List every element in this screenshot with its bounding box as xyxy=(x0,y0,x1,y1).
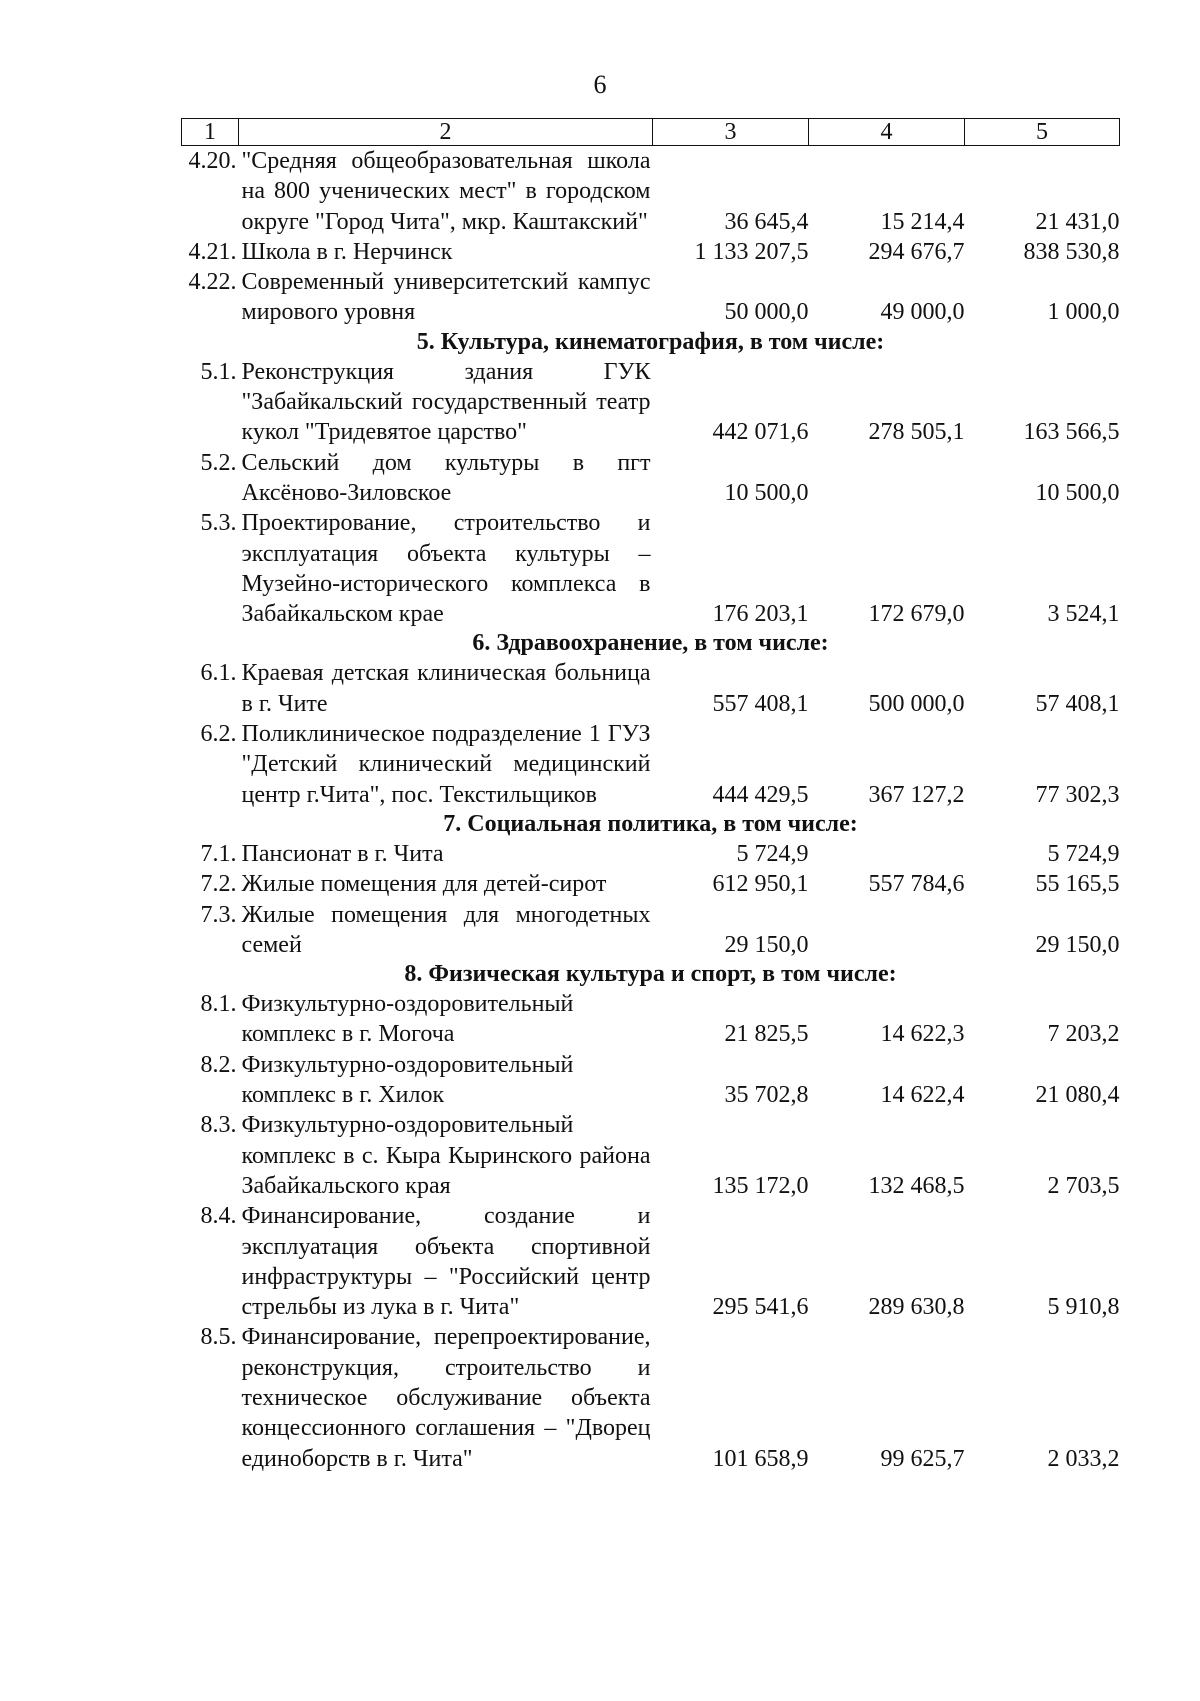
header-col-2: 2 xyxy=(239,119,653,146)
row-name: Жилые помещения для многодетных семей xyxy=(241,901,651,958)
row-value-col-3: 5 724,9 xyxy=(736,840,809,867)
row-value-col-4: 49 000,0 xyxy=(880,299,965,326)
row-value-col-3: 50 000,0 xyxy=(724,299,809,326)
row-value-col-3: 35 702,8 xyxy=(724,1082,809,1109)
row-number: 5.2. xyxy=(200,449,237,476)
row-number: 8.2. xyxy=(200,1051,237,1078)
row-value-col-5: 163 566,5 xyxy=(1023,419,1120,446)
row-name: Проектирование, строительство и эксплуатация объекта культуры – Музейно-исторического комплекса в Забайкальском крае xyxy=(241,510,651,628)
row-value-col-4: 15 214,4 xyxy=(880,208,965,235)
section-title-row xyxy=(182,629,1120,658)
section-title-row xyxy=(182,960,1120,989)
header-col-4: 4 xyxy=(809,119,965,146)
row-name: Физкультурно-оздоровительный комплекс в с. Кыра Кыринского района Забайкальского края xyxy=(241,1112,651,1199)
section-title: 7. Социальная политика, в том числе: xyxy=(443,810,858,837)
section-title: 5. Культура, кинематография, в том числе: xyxy=(416,328,885,355)
row-name: Жилые помещения для детей-сирот xyxy=(241,871,607,898)
row-value-col-5: 5 910,8 xyxy=(1047,1294,1120,1321)
table-row xyxy=(182,146,1120,237)
row-value-col-5: 7 203,2 xyxy=(1047,1021,1120,1048)
row-value-col-4: 294 676,7 xyxy=(868,238,965,265)
table-row xyxy=(182,508,1120,629)
row-value-col-3: 557 408,1 xyxy=(712,690,809,717)
row-value-col-4: 500 000,0 xyxy=(868,690,965,717)
row-value-col-5: 29 150,0 xyxy=(1035,931,1120,958)
table-row xyxy=(182,900,1120,961)
table-row xyxy=(182,839,1120,869)
row-value-col-3: 21 825,5 xyxy=(724,1021,809,1048)
section-title-row xyxy=(182,810,1120,839)
row-number: 5.1. xyxy=(200,358,237,385)
row-name: Краевая детская клиническая больница в г. Чите xyxy=(241,660,651,717)
row-value-col-4 xyxy=(809,900,965,961)
row-number: 8.3. xyxy=(200,1112,237,1139)
table-row xyxy=(182,357,1120,448)
row-number: 8.5. xyxy=(200,1324,237,1351)
row-value-col-5: 77 302,3 xyxy=(1035,781,1120,808)
row-value-col-4: 278 505,1 xyxy=(868,419,965,446)
table-row xyxy=(182,1050,1120,1111)
row-number: 7.3. xyxy=(200,901,237,928)
table-body xyxy=(182,146,1120,1474)
section-title: 6. Здравоохранение, в том числе: xyxy=(472,630,829,657)
row-number: 6.2. xyxy=(200,721,237,748)
header-col-5: 5 xyxy=(965,119,1120,146)
table-header xyxy=(182,119,1120,146)
row-name: Физкультурно-оздоровительный комплекс в г. Могоча xyxy=(241,991,574,1048)
row-name: Поликлиническое подразделение 1 ГУЗ "Детский клинический медицинский центр г.Чита", пос. Текстильщиков xyxy=(241,721,651,808)
row-name: Реконструкция здания ГУК "Забайкальский государственный театр кукол "Тридевятое царство" xyxy=(241,358,651,446)
row-value-col-5: 1 000,0 xyxy=(1047,299,1120,326)
row-number: 5.3. xyxy=(200,510,237,537)
row-number: 4.22. xyxy=(188,269,237,296)
row-value-col-5: 2 033,2 xyxy=(1047,1445,1120,1472)
row-value-col-3: 295 541,6 xyxy=(712,1294,809,1321)
row-number: 8.4. xyxy=(200,1203,237,1230)
row-value-col-4: 99 625,7 xyxy=(880,1445,965,1472)
table-row xyxy=(182,869,1120,899)
row-value-col-5: 3 524,1 xyxy=(1047,601,1120,628)
row-value-col-4: 132 468,5 xyxy=(868,1172,965,1199)
row-value-col-4: 14 622,3 xyxy=(880,1021,965,1048)
page-number: 6 xyxy=(593,70,607,99)
row-value-col-5: 838 530,8 xyxy=(1023,238,1120,265)
investment-table xyxy=(181,118,1120,1474)
row-value-col-5: 55 165,5 xyxy=(1035,871,1120,898)
row-name: Пансионат в г. Чита xyxy=(241,840,444,867)
row-name: Современный университетский кампус мирового уровня xyxy=(241,269,651,326)
table-row xyxy=(182,989,1120,1050)
row-value-col-4: 557 784,6 xyxy=(868,871,965,898)
header-col-1: 1 xyxy=(182,119,239,146)
row-number: 6.1. xyxy=(200,660,237,687)
table-row xyxy=(182,1322,1120,1473)
row-value-col-4: 172 679,0 xyxy=(868,601,965,628)
row-value-col-4: 289 630,8 xyxy=(868,1294,965,1321)
row-value-col-4: 14 622,4 xyxy=(880,1082,965,1109)
section-title: 8. Физическая культура и спорт, в том числе: xyxy=(404,961,897,988)
row-number: 4.21. xyxy=(188,238,237,265)
row-value-col-4 xyxy=(809,839,965,869)
row-value-col-5: 2 703,5 xyxy=(1047,1172,1120,1199)
row-number: 7.2. xyxy=(200,871,237,898)
row-value-col-5: 21 431,0 xyxy=(1035,208,1120,235)
row-value-col-4: 367 127,2 xyxy=(868,781,965,808)
row-value-col-3: 442 071,6 xyxy=(712,419,809,446)
row-number: 8.1. xyxy=(200,991,237,1018)
row-value-col-3: 612 950,1 xyxy=(712,871,809,898)
row-name: Финансирование, создание и эксплуатация объекта спортивной инфраструктуры – "Российский центр стрельбы из лука в г. Чита" xyxy=(241,1203,651,1321)
row-value-col-5: 5 724,9 xyxy=(1047,840,1120,867)
row-value-col-3: 29 150,0 xyxy=(724,931,809,958)
row-name: Сельский дом культуры в пгт Аксёново-Зиловское xyxy=(241,449,651,506)
row-value-col-3: 176 203,1 xyxy=(712,601,809,628)
row-value-col-3: 36 645,4 xyxy=(724,208,809,235)
row-value-col-5: 57 408,1 xyxy=(1035,690,1120,717)
row-number: 7.1. xyxy=(200,840,237,867)
row-value-col-3: 1 133 207,5 xyxy=(694,238,809,265)
row-value-col-3: 135 172,0 xyxy=(712,1172,809,1199)
row-value-col-5: 10 500,0 xyxy=(1035,479,1120,506)
table-row xyxy=(182,448,1120,509)
table-row xyxy=(182,237,1120,267)
table-row xyxy=(182,267,1120,328)
row-name: Физкультурно-оздоровительный комплекс в г. Хилок xyxy=(241,1051,574,1109)
row-number: 4.20. xyxy=(188,148,237,174)
row-value-col-4 xyxy=(809,448,965,509)
table-row xyxy=(182,1201,1120,1322)
row-name: "Средняя общеобразовательная школа на 800 ученических мест" в городском округе "Город Чита", мкр. Каштакский" xyxy=(241,148,651,235)
header-col-3: 3 xyxy=(653,119,809,146)
section-title-row xyxy=(182,328,1120,357)
row-name: Школа в г. Нерчинск xyxy=(241,238,453,265)
table-row xyxy=(182,658,1120,719)
row-value-col-3: 10 500,0 xyxy=(724,479,809,506)
row-value-col-3: 444 429,5 xyxy=(712,781,809,808)
table-row xyxy=(182,719,1120,810)
row-name: Финансирование, перепроектирование, реконструкция, строительство и техническое обслуживание объекта концессионного соглашения – "Дворец единоборств в г. Чита" xyxy=(241,1324,651,1472)
table-row xyxy=(182,1110,1120,1201)
row-value-col-5: 21 080,4 xyxy=(1035,1082,1120,1109)
header-row xyxy=(182,119,1120,146)
row-value-col-3: 101 658,9 xyxy=(712,1445,809,1472)
